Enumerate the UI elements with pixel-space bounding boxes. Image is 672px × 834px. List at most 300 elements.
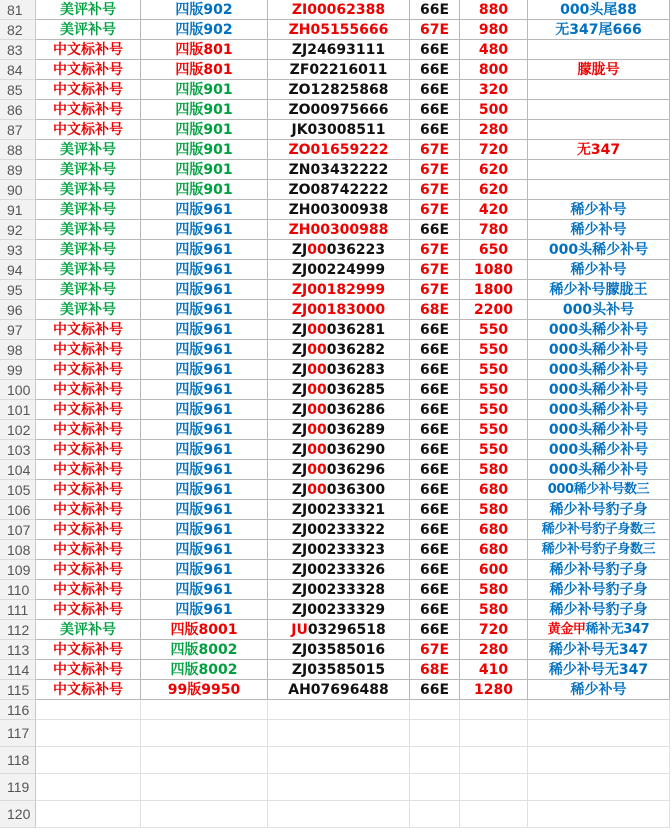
- cell-note[interactable]: [528, 0, 670, 20]
- cell-type[interactable]: [36, 260, 141, 280]
- cell-price[interactable]: [460, 300, 528, 320]
- cell-serial[interactable]: [268, 340, 410, 360]
- cell-type[interactable]: [36, 60, 141, 80]
- cell-note[interactable]: [528, 260, 670, 280]
- cell-serial[interactable]: [268, 440, 410, 460]
- cell-price[interactable]: [460, 640, 528, 660]
- row-header[interactable]: [0, 660, 36, 680]
- cell-price[interactable]: [460, 40, 528, 60]
- cell-code[interactable]: [410, 20, 460, 40]
- cell-serial[interactable]: [268, 280, 410, 300]
- cell-serial[interactable]: [268, 220, 410, 240]
- cell-note[interactable]: [528, 460, 670, 480]
- cell-type[interactable]: [36, 600, 141, 620]
- cell-serial[interactable]: [268, 460, 410, 480]
- cell-edition[interactable]: [141, 20, 268, 40]
- row-header[interactable]: [0, 360, 36, 380]
- cell-note[interactable]: [528, 220, 670, 240]
- cell-serial[interactable]: [268, 400, 410, 420]
- cell-serial[interactable]: [268, 520, 410, 540]
- cell-code[interactable]: [410, 240, 460, 260]
- cell-type[interactable]: [36, 440, 141, 460]
- row-header[interactable]: [0, 720, 36, 747]
- cell-code[interactable]: [410, 520, 460, 540]
- row-header[interactable]: [0, 680, 36, 700]
- cell-code[interactable]: [410, 220, 460, 240]
- row-header[interactable]: [0, 280, 36, 300]
- cell-type[interactable]: [36, 680, 141, 700]
- cell-note[interactable]: [528, 240, 670, 260]
- empty-cell[interactable]: [268, 720, 410, 747]
- cell-type[interactable]: [36, 280, 141, 300]
- cell-price[interactable]: [460, 140, 528, 160]
- empty-cell[interactable]: [460, 801, 528, 828]
- cell-code[interactable]: [410, 560, 460, 580]
- cell-note[interactable]: [528, 620, 670, 640]
- cell-serial[interactable]: [268, 180, 410, 200]
- serial-part: 00: [307, 402, 327, 418]
- row-header[interactable]: [0, 140, 36, 160]
- empty-cell[interactable]: [460, 774, 528, 801]
- cell-price[interactable]: [460, 460, 528, 480]
- cell-code[interactable]: [410, 540, 460, 560]
- cell-serial[interactable]: [268, 560, 410, 580]
- cell-edition[interactable]: [141, 0, 268, 20]
- cell-note[interactable]: [528, 320, 670, 340]
- cell-serial[interactable]: [268, 420, 410, 440]
- cell-price[interactable]: [460, 400, 528, 420]
- cell-note[interactable]: [528, 640, 670, 660]
- cell-code[interactable]: [410, 280, 460, 300]
- cell-edition[interactable]: [141, 480, 268, 500]
- empty-cell[interactable]: [36, 774, 141, 801]
- row-header[interactable]: [0, 220, 36, 240]
- empty-cell[interactable]: [268, 747, 410, 774]
- empty-cell[interactable]: [141, 720, 268, 747]
- empty-cell[interactable]: [460, 747, 528, 774]
- cell-code[interactable]: [410, 100, 460, 120]
- row-header[interactable]: [0, 420, 36, 440]
- cell-edition-text: 四版961: [175, 402, 233, 418]
- cell-edition[interactable]: [141, 120, 268, 140]
- row-header[interactable]: [0, 600, 36, 620]
- cell-code[interactable]: [410, 400, 460, 420]
- cell-note[interactable]: [528, 280, 670, 300]
- cell-type[interactable]: [36, 520, 141, 540]
- cell-note[interactable]: [528, 20, 670, 40]
- cell-edition[interactable]: [141, 620, 268, 640]
- cell-code[interactable]: [410, 500, 460, 520]
- cell-note[interactable]: [528, 340, 670, 360]
- cell-edition[interactable]: [141, 580, 268, 600]
- empty-cell[interactable]: [528, 720, 670, 747]
- cell-code[interactable]: [410, 80, 460, 100]
- empty-cell[interactable]: [410, 801, 460, 828]
- cell-note[interactable]: [528, 160, 670, 180]
- cell-serial[interactable]: [268, 240, 410, 260]
- cell-serial[interactable]: [268, 380, 410, 400]
- cell-type[interactable]: [36, 80, 141, 100]
- cell-edition[interactable]: [141, 280, 268, 300]
- cell-edition[interactable]: [141, 200, 268, 220]
- row-header[interactable]: [0, 460, 36, 480]
- cell-serial[interactable]: [268, 600, 410, 620]
- row-header[interactable]: [0, 620, 36, 640]
- cell-note[interactable]: [528, 80, 670, 100]
- cell-price[interactable]: [460, 620, 528, 640]
- cell-edition[interactable]: [141, 520, 268, 540]
- cell-note[interactable]: [528, 540, 670, 560]
- empty-cell[interactable]: [36, 747, 141, 774]
- cell-note[interactable]: [528, 480, 670, 500]
- cell-edition[interactable]: [141, 380, 268, 400]
- cell-note[interactable]: [528, 200, 670, 220]
- cell-type[interactable]: [36, 660, 141, 680]
- empty-cell[interactable]: [410, 700, 460, 720]
- cell-type[interactable]: [36, 460, 141, 480]
- cell-edition[interactable]: [141, 240, 268, 260]
- cell-edition[interactable]: [141, 560, 268, 580]
- cell-serial[interactable]: [268, 20, 410, 40]
- cell-edition[interactable]: [141, 180, 268, 200]
- cell-price[interactable]: [460, 580, 528, 600]
- empty-cell[interactable]: [268, 801, 410, 828]
- row-header[interactable]: [0, 320, 36, 340]
- cell-note[interactable]: [528, 100, 670, 120]
- cell-type[interactable]: [36, 20, 141, 40]
- cell-code[interactable]: [410, 620, 460, 640]
- cell-edition[interactable]: [141, 340, 268, 360]
- cell-price[interactable]: [460, 20, 528, 40]
- cell-code-text: 67E: [419, 242, 450, 258]
- cell-type[interactable]: [36, 40, 141, 60]
- row-header[interactable]: [0, 20, 36, 40]
- cell-edition[interactable]: [141, 300, 268, 320]
- cell-type[interactable]: [36, 160, 141, 180]
- cell-serial[interactable]: [268, 640, 410, 660]
- row-number: 98: [7, 342, 23, 358]
- cell-type[interactable]: [36, 240, 141, 260]
- note-part: 稀少补号: [570, 222, 627, 238]
- serial-part: ZJ03585016: [291, 642, 386, 658]
- cell-serial[interactable]: [268, 260, 410, 280]
- cell-price[interactable]: [460, 200, 528, 220]
- empty-cell[interactable]: [141, 801, 268, 828]
- cell-edition[interactable]: [141, 540, 268, 560]
- cell-type[interactable]: [36, 340, 141, 360]
- cell-price[interactable]: [460, 480, 528, 500]
- cell-code[interactable]: [410, 640, 460, 660]
- cell-code[interactable]: [410, 480, 460, 500]
- cell-serial[interactable]: [268, 80, 410, 100]
- cell-type[interactable]: [36, 180, 141, 200]
- cell-note[interactable]: [528, 140, 670, 160]
- cell-price[interactable]: [460, 240, 528, 260]
- empty-cell[interactable]: [460, 720, 528, 747]
- cell-code[interactable]: [410, 460, 460, 480]
- cell-note[interactable]: [528, 660, 670, 680]
- cell-type[interactable]: [36, 480, 141, 500]
- cell-type[interactable]: [36, 360, 141, 380]
- cell-price[interactable]: [460, 80, 528, 100]
- cell-type[interactable]: [36, 200, 141, 220]
- cell-type-text: 美评补号: [60, 202, 116, 218]
- row-header[interactable]: [0, 801, 36, 828]
- cell-edition[interactable]: [141, 140, 268, 160]
- cell-note[interactable]: [528, 180, 670, 200]
- cell-code[interactable]: [410, 160, 460, 180]
- cell-price[interactable]: [460, 520, 528, 540]
- cell-code-text: 66E: [419, 582, 450, 598]
- row-header[interactable]: [0, 120, 36, 140]
- row-header[interactable]: [0, 0, 36, 20]
- cell-edition[interactable]: [141, 60, 268, 80]
- row-header[interactable]: [0, 440, 36, 460]
- cell-price[interactable]: [460, 360, 528, 380]
- cell-code-text: 66E: [419, 362, 450, 378]
- empty-cell[interactable]: [410, 747, 460, 774]
- row-header[interactable]: [0, 300, 36, 320]
- cell-note[interactable]: [528, 520, 670, 540]
- cell-serial[interactable]: [268, 200, 410, 220]
- cell-serial[interactable]: [268, 580, 410, 600]
- cell-serial[interactable]: [268, 300, 410, 320]
- cell-code[interactable]: [410, 660, 460, 680]
- cell-note[interactable]: [528, 60, 670, 80]
- cell-serial[interactable]: [268, 140, 410, 160]
- cell-edition[interactable]: [141, 440, 268, 460]
- cell-edition[interactable]: [141, 100, 268, 120]
- row-header[interactable]: [0, 774, 36, 801]
- cell-code[interactable]: [410, 60, 460, 80]
- cell-code[interactable]: [410, 680, 460, 700]
- cell-serial[interactable]: [268, 680, 410, 700]
- cell-price[interactable]: [460, 220, 528, 240]
- cell-serial[interactable]: [268, 540, 410, 560]
- row-header[interactable]: [0, 100, 36, 120]
- row-header[interactable]: [0, 40, 36, 60]
- cell-code[interactable]: [410, 180, 460, 200]
- cell-type[interactable]: [36, 500, 141, 520]
- row-header[interactable]: [0, 540, 36, 560]
- row-header[interactable]: [0, 580, 36, 600]
- cell-type[interactable]: [36, 100, 141, 120]
- cell-code[interactable]: [410, 360, 460, 380]
- cell-code[interactable]: [410, 120, 460, 140]
- cell-type[interactable]: [36, 620, 141, 640]
- row-header[interactable]: [0, 747, 36, 774]
- cell-edition[interactable]: [141, 40, 268, 60]
- row-header[interactable]: [0, 500, 36, 520]
- cell-code[interactable]: [410, 440, 460, 460]
- cell-type[interactable]: [36, 640, 141, 660]
- cell-note[interactable]: [528, 560, 670, 580]
- cell-price[interactable]: [460, 320, 528, 340]
- cell-code[interactable]: [410, 140, 460, 160]
- cell-price[interactable]: [460, 100, 528, 120]
- empty-cell[interactable]: [268, 700, 410, 720]
- cell-serial[interactable]: [268, 160, 410, 180]
- cell-edition[interactable]: [141, 160, 268, 180]
- cell-price[interactable]: [460, 660, 528, 680]
- cell-edition-text: 四版901: [175, 82, 233, 98]
- cell-code[interactable]: [410, 420, 460, 440]
- row-header[interactable]: [0, 200, 36, 220]
- empty-cell[interactable]: [410, 774, 460, 801]
- cell-code[interactable]: [410, 380, 460, 400]
- empty-row: [0, 801, 672, 828]
- cell-note[interactable]: [528, 500, 670, 520]
- cell-serial[interactable]: [268, 320, 410, 340]
- cell-serial[interactable]: [268, 60, 410, 80]
- cell-edition[interactable]: [141, 320, 268, 340]
- note-part: 稀少补号豹子身: [549, 582, 648, 598]
- row-header[interactable]: [0, 480, 36, 500]
- cell-code[interactable]: [410, 200, 460, 220]
- cell-code[interactable]: [410, 260, 460, 280]
- cell-note[interactable]: [528, 40, 670, 60]
- cell-price[interactable]: [460, 260, 528, 280]
- cell-note[interactable]: [528, 380, 670, 400]
- cell-price[interactable]: [460, 0, 528, 20]
- cell-edition-text: 四版961: [175, 282, 233, 298]
- cell-code[interactable]: [410, 300, 460, 320]
- cell-serial[interactable]: [268, 100, 410, 120]
- cell-code-text: 66E: [419, 622, 450, 638]
- empty-cell[interactable]: [528, 700, 670, 720]
- empty-cell[interactable]: [141, 774, 268, 801]
- cell-code-text: 66E: [419, 502, 450, 518]
- cell-note[interactable]: [528, 400, 670, 420]
- row-header[interactable]: [0, 520, 36, 540]
- empty-cell[interactable]: [141, 747, 268, 774]
- cell-note[interactable]: [528, 680, 670, 700]
- cell-serial[interactable]: [268, 120, 410, 140]
- cell-edition[interactable]: [141, 500, 268, 520]
- cell-note[interactable]: [528, 580, 670, 600]
- cell-price[interactable]: [460, 540, 528, 560]
- row-header[interactable]: [0, 400, 36, 420]
- cell-edition[interactable]: [141, 360, 268, 380]
- cell-type[interactable]: [36, 420, 141, 440]
- cell-note[interactable]: [528, 600, 670, 620]
- row-header[interactable]: [0, 640, 36, 660]
- empty-cell[interactable]: [36, 801, 141, 828]
- empty-cell[interactable]: [36, 720, 141, 747]
- cell-edition[interactable]: [141, 600, 268, 620]
- cell-code[interactable]: [410, 580, 460, 600]
- cell-type[interactable]: [36, 220, 141, 240]
- cell-serial[interactable]: [268, 620, 410, 640]
- cell-type[interactable]: [36, 300, 141, 320]
- cell-code[interactable]: [410, 40, 460, 60]
- empty-cell[interactable]: [528, 747, 670, 774]
- cell-edition[interactable]: [141, 400, 268, 420]
- cell-price[interactable]: [460, 560, 528, 580]
- serial-part: ZJ03585015: [291, 662, 386, 678]
- cell-type[interactable]: [36, 580, 141, 600]
- cell-edition[interactable]: [141, 460, 268, 480]
- cell-price[interactable]: [460, 600, 528, 620]
- note-part: 稀少补号豹子身: [549, 562, 648, 578]
- cell-type[interactable]: [36, 560, 141, 580]
- row-header[interactable]: [0, 80, 36, 100]
- row-header[interactable]: [0, 160, 36, 180]
- empty-cell[interactable]: [460, 700, 528, 720]
- cell-code[interactable]: [410, 340, 460, 360]
- empty-cell[interactable]: [268, 774, 410, 801]
- row-header[interactable]: [0, 340, 36, 360]
- cell-serial[interactable]: [268, 660, 410, 680]
- row-header[interactable]: [0, 240, 36, 260]
- cell-price[interactable]: [460, 440, 528, 460]
- cell-edition[interactable]: [141, 680, 268, 700]
- cell-serial[interactable]: [268, 0, 410, 20]
- row-header[interactable]: [0, 380, 36, 400]
- cell-note[interactable]: [528, 420, 670, 440]
- row-header[interactable]: [0, 180, 36, 200]
- cell-note[interactable]: [528, 440, 670, 460]
- cell-edition[interactable]: [141, 420, 268, 440]
- cell-serial[interactable]: [268, 40, 410, 60]
- row-header[interactable]: [0, 260, 36, 280]
- cell-note[interactable]: [528, 360, 670, 380]
- empty-cell[interactable]: [141, 700, 268, 720]
- cell-type[interactable]: [36, 0, 141, 20]
- row-header[interactable]: [0, 700, 36, 720]
- cell-code[interactable]: [410, 0, 460, 20]
- cell-code[interactable]: [410, 600, 460, 620]
- cell-type[interactable]: [36, 320, 141, 340]
- empty-cell[interactable]: [528, 801, 670, 828]
- cell-serial[interactable]: [268, 480, 410, 500]
- cell-edition[interactable]: [141, 640, 268, 660]
- cell-edition[interactable]: [141, 220, 268, 240]
- cell-code-text: 66E: [419, 422, 450, 438]
- cell-type[interactable]: [36, 140, 141, 160]
- cell-price[interactable]: [460, 380, 528, 400]
- cell-price[interactable]: [460, 340, 528, 360]
- cell-price[interactable]: [460, 60, 528, 80]
- cell-price[interactable]: [460, 280, 528, 300]
- cell-price-text: 1280: [474, 682, 513, 698]
- cell-note[interactable]: [528, 300, 670, 320]
- cell-type[interactable]: [36, 120, 141, 140]
- row-number: 91: [7, 202, 23, 218]
- row-header[interactable]: [0, 560, 36, 580]
- cell-edition[interactable]: [141, 660, 268, 680]
- cell-price[interactable]: [460, 120, 528, 140]
- cell-price[interactable]: [460, 160, 528, 180]
- empty-cell[interactable]: [528, 774, 670, 801]
- cell-code[interactable]: [410, 320, 460, 340]
- cell-price[interactable]: [460, 180, 528, 200]
- cell-price[interactable]: [460, 420, 528, 440]
- cell-serial[interactable]: [268, 360, 410, 380]
- empty-cell[interactable]: [36, 700, 141, 720]
- empty-cell[interactable]: [410, 720, 460, 747]
- cell-type[interactable]: [36, 540, 141, 560]
- cell-price[interactable]: [460, 680, 528, 700]
- cell-note[interactable]: [528, 120, 670, 140]
- cell-edition[interactable]: [141, 260, 268, 280]
- cell-edition[interactable]: [141, 80, 268, 100]
- cell-price[interactable]: [460, 500, 528, 520]
- row-header[interactable]: [0, 60, 36, 80]
- cell-serial[interactable]: [268, 500, 410, 520]
- cell-type[interactable]: [36, 400, 141, 420]
- cell-type[interactable]: [36, 380, 141, 400]
